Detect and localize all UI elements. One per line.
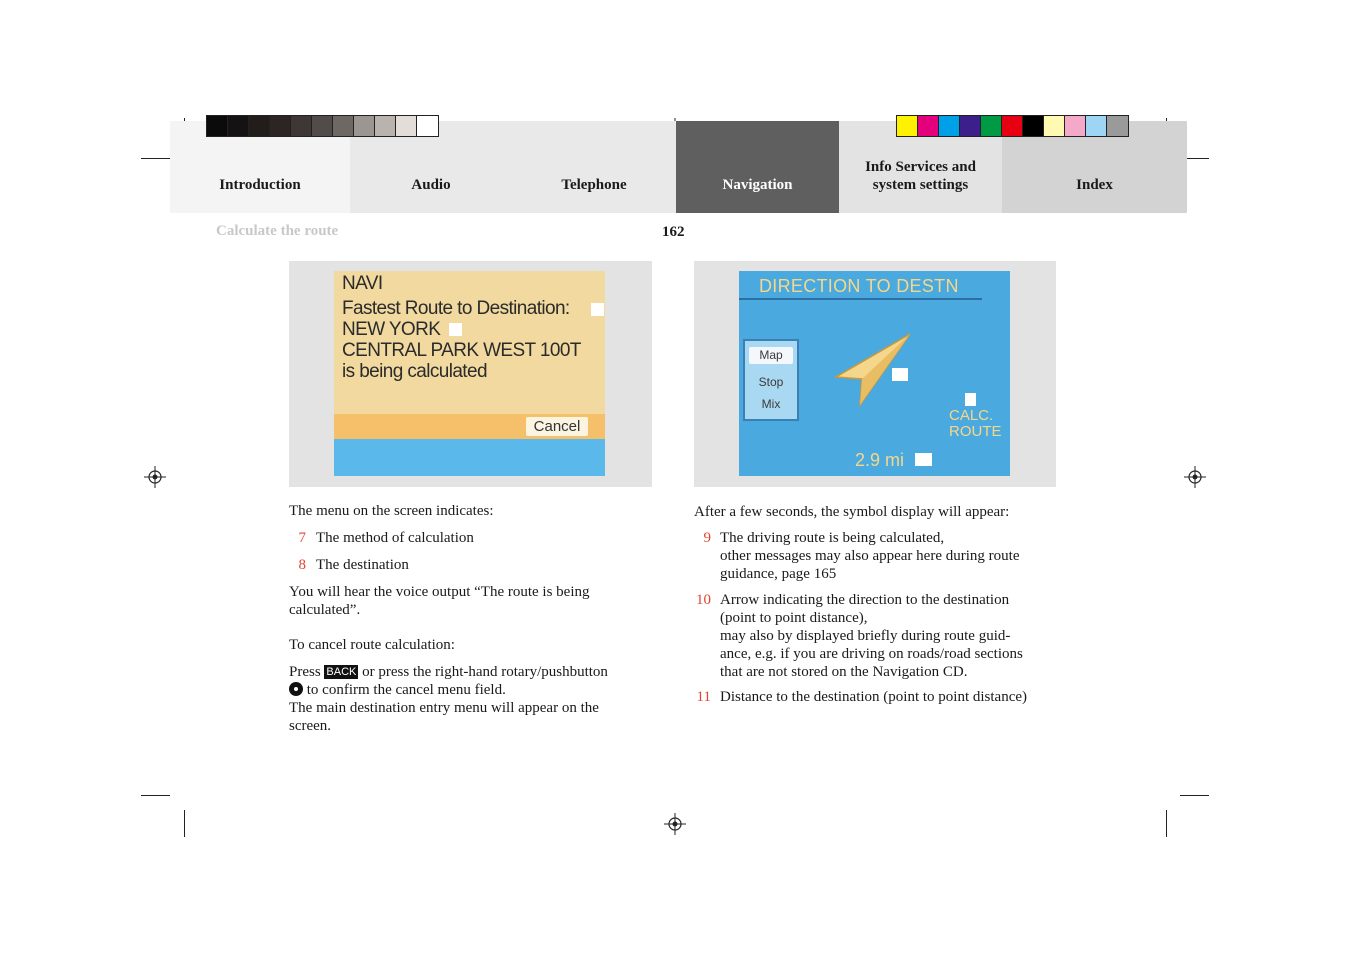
tab-label-line: system settings [872, 177, 969, 193]
tab-label: Telephone [561, 177, 627, 193]
callout-marker [892, 368, 908, 381]
text-run: The main destination entry menu will appear on the [289, 700, 599, 716]
divider [739, 298, 982, 300]
screen-text: NAVI [342, 273, 383, 294]
color-swatches [896, 115, 1129, 137]
text-line: ance, e.g. if you are driving on roads/road sections [720, 646, 1023, 662]
item-text: The destination [316, 557, 409, 573]
callout-marker [449, 323, 462, 336]
rotary-pushbutton-icon [289, 682, 303, 696]
callout-marker [915, 453, 932, 466]
color-swatch [207, 116, 228, 136]
color-swatch [981, 116, 1002, 136]
color-swatch [396, 116, 417, 136]
text-line: Distance to the destination (point to point distance) [720, 689, 1028, 705]
tab-label: Navigation [722, 177, 793, 193]
color-swatch [918, 116, 939, 136]
gray-color-swatches [206, 115, 439, 137]
item-number: 8 [298, 557, 306, 573]
figure-direction-display [694, 261, 1056, 487]
intro-text: After a few seconds, the symbol display will appear: [694, 504, 1010, 520]
color-swatch [1023, 116, 1044, 136]
color-swatch [939, 116, 960, 136]
section-title: Calculate the route [216, 223, 339, 239]
text-run: or press the right-hand rotary/pushbutton [362, 664, 608, 680]
menu-item-stop[interactable]: Stop [758, 375, 784, 389]
menu-item-mix[interactable]: Mix [761, 397, 781, 411]
back-button-icon: BACK [326, 666, 357, 678]
text-run: screen. [289, 718, 332, 734]
text-line: may also by displayed briefly during route guid- [720, 628, 1011, 644]
screen-band [334, 439, 605, 476]
color-swatch [1002, 116, 1023, 136]
menu-item-map[interactable]: Map [749, 347, 793, 364]
item-number: 11 [696, 689, 711, 705]
item-text: The method of calculation [316, 530, 474, 546]
distance-readout: 2.9 mi [855, 450, 905, 470]
tab-label [865, 158, 976, 194]
screen-text: Fastest Route to Destination: [342, 298, 570, 319]
text-line: (point to point distance), [720, 610, 868, 626]
text-line: You will hear the voice output “The route is being [289, 584, 590, 600]
cancel-heading: To cancel route calculation: [289, 637, 455, 653]
color-swatch [333, 116, 354, 136]
color-swatch [375, 116, 396, 136]
item-number: 9 [703, 530, 711, 546]
voice-output-text [289, 583, 590, 619]
tab-label: Index [1076, 177, 1113, 193]
text-line: other messages may also appear here during route [720, 548, 1020, 564]
color-swatch [228, 116, 249, 136]
text-line: Arrow indicating the direction to the destination [720, 592, 1010, 608]
item-text [720, 529, 1019, 583]
color-swatch [417, 116, 438, 136]
callout-marker [965, 393, 976, 406]
cancel-instructions [289, 663, 649, 735]
registration-mark-icon [1184, 466, 1206, 488]
tab-telephone[interactable] [512, 121, 676, 213]
item-text [720, 591, 1023, 681]
color-swatch [1107, 116, 1128, 136]
display-screen [739, 271, 1010, 476]
text-line: calculated”. [289, 602, 361, 618]
tab-label: Introduction [219, 177, 301, 193]
page-number: 162 [662, 224, 685, 240]
item-number: 10 [696, 592, 711, 608]
text-line: The driving route is being calculated, [720, 530, 945, 546]
tab-navigation[interactable] [676, 121, 839, 213]
calc-route-status [949, 408, 1002, 440]
color-swatch [897, 116, 918, 136]
screen-text: CENTRAL PARK WEST 100T [342, 340, 581, 361]
status-line: CALC. [949, 407, 994, 424]
registration-mark-icon [144, 466, 166, 488]
display-screen [334, 271, 605, 476]
color-swatch [1044, 116, 1065, 136]
crop-mark [141, 795, 170, 796]
item-number: 7 [298, 530, 306, 546]
item-text [720, 688, 1027, 706]
color-swatch [270, 116, 291, 136]
screen-text: NEW YORK [342, 319, 441, 340]
cancel-button[interactable]: Cancel [526, 417, 588, 436]
color-swatch [291, 116, 312, 136]
color-swatch [960, 116, 981, 136]
tab-label-line: Info Services and [865, 159, 976, 175]
text-run: Press [289, 664, 321, 680]
crop-mark [1166, 810, 1167, 837]
crop-mark [1180, 795, 1209, 796]
screen-text: is being calculated [342, 361, 487, 382]
status-line: ROUTE [949, 423, 1002, 440]
text-line: that are not stored on the Navigation CD. [720, 664, 968, 680]
figure-route-calculating [289, 261, 652, 487]
color-swatch [249, 116, 270, 136]
tab-label: Audio [411, 177, 451, 193]
registration-mark-icon [664, 813, 686, 835]
crop-mark [184, 810, 185, 837]
color-swatch [1086, 116, 1107, 136]
text-line: guidance, page 165 [720, 566, 837, 582]
crop-mark [141, 158, 170, 159]
side-menu [743, 339, 799, 421]
color-swatch [354, 116, 375, 136]
callout-marker [591, 303, 604, 316]
color-swatch [1065, 116, 1086, 136]
intro-text: The menu on the screen indicates: [289, 503, 494, 519]
color-swatch [312, 116, 333, 136]
text-run: to confirm the cancel menu field. [306, 682, 506, 698]
screen-title: DIRECTION TO DESTN [759, 276, 959, 296]
